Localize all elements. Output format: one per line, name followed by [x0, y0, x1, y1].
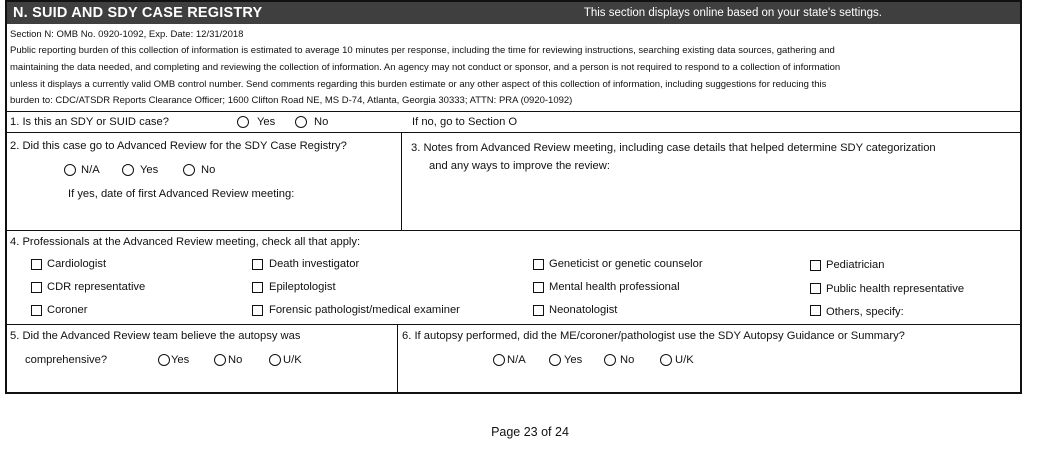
- q5-uk-label: U/K: [283, 354, 302, 366]
- omb-number: Section N: OMB No. 0920-1092, Exp. Date: 12/31/2018: [10, 29, 244, 40]
- q6-uk-radio[interactable]: [660, 354, 672, 366]
- neonatologist-label: Neonatologist: [549, 304, 618, 316]
- q3-label-line-2: and any ways to improve the review:: [429, 160, 610, 172]
- q1-skip-note: If no, go to Section O: [412, 116, 518, 128]
- epileptologist-label: Epileptologist: [269, 281, 336, 293]
- coroner-label: Coroner: [47, 304, 88, 316]
- divider: [7, 324, 1020, 325]
- divider: [7, 111, 1020, 112]
- q5-yes-radio[interactable]: [158, 354, 170, 366]
- geneticist-label: Geneticist or genetic counselor: [549, 258, 703, 270]
- divider: [7, 132, 1020, 133]
- q2-yes-label: Yes: [140, 164, 159, 176]
- public-health-checkbox[interactable]: [810, 283, 821, 294]
- pediatrician-checkbox[interactable]: [810, 260, 821, 271]
- q1-label: 1. Is this an SDY or SUID case?: [10, 116, 169, 128]
- q2-label: 2. Did this case go to Advanced Review for the SDY Case Registry?: [10, 140, 347, 152]
- q6-na-radio[interactable]: [493, 354, 505, 366]
- q4-label: 4. Professionals at the Advanced Review meeting, check all that apply:: [10, 236, 361, 248]
- divider: [397, 324, 398, 394]
- section-display-note: This section displays online based on your state's settings.: [583, 7, 882, 19]
- q6-yes-label: Yes: [564, 354, 583, 366]
- section-header: [7, 2, 1020, 24]
- q6-no-label: No: [620, 354, 635, 366]
- q5-uk-radio[interactable]: [269, 354, 281, 366]
- burden-line-2: maintaining the data needed, and completing and reviewing the collection of information. An agency may not conduct or sponsor, and a person is not required to respond to a collection of information: [10, 62, 841, 73]
- q2-date-label: If yes, date of first Advanced Review meeting:: [68, 188, 295, 200]
- public-health-label: Public health representative: [826, 283, 965, 295]
- epileptologist-checkbox[interactable]: [252, 282, 263, 293]
- section-title: N. SUID AND SDY CASE REGISTRY: [13, 5, 263, 21]
- neonatologist-checkbox[interactable]: [533, 305, 544, 316]
- cdr-representative-checkbox[interactable]: [31, 282, 42, 293]
- q6-label: 6. If autopsy performed, did the ME/coroner/pathologist use the SDY Autopsy Guidance or Summary?: [402, 330, 905, 342]
- q3-label-line-1: 3. Notes from Advanced Review meeting, including case details that helped determine SDY categorization: [411, 142, 936, 154]
- divider: [7, 230, 1020, 231]
- q6-no-radio[interactable]: [604, 354, 616, 366]
- q2-na-radio[interactable]: [64, 164, 76, 176]
- q2-no-radio[interactable]: [183, 164, 195, 176]
- others-label: Others, specify:: [826, 306, 904, 318]
- section-n-form: [5, 0, 1022, 394]
- q5-no-radio[interactable]: [214, 354, 226, 366]
- q6-uk-label: U/K: [675, 354, 694, 366]
- divider: [401, 132, 402, 230]
- q5-yes-label: Yes: [171, 354, 190, 366]
- q2-na-label: N/A: [81, 164, 100, 176]
- q5-label-line-2: comprehensive?: [25, 354, 108, 366]
- q1-yes-label: Yes: [257, 116, 276, 128]
- forensic-pathologist-label: Forensic pathologist/medical examiner: [269, 304, 460, 316]
- mental-health-label: Mental health professional: [549, 281, 680, 293]
- cardiologist-checkbox[interactable]: [31, 259, 42, 270]
- geneticist-checkbox[interactable]: [533, 259, 544, 270]
- others-checkbox[interactable]: [810, 305, 821, 316]
- q2-no-label: No: [201, 164, 216, 176]
- q6-na-label: N/A: [507, 354, 526, 366]
- cardiologist-label: Cardiologist: [47, 258, 107, 270]
- q2-yes-radio[interactable]: [122, 164, 134, 176]
- mental-health-checkbox[interactable]: [533, 282, 544, 293]
- burden-line-1: Public reporting burden of this collection of information is estimated to average 10 minutes per response, including the time for reviewing instructions, searching existing data sources, gathering and: [10, 45, 835, 56]
- q1-no-radio[interactable]: [295, 116, 307, 128]
- q5-label-line-1: 5. Did the Advanced Review team believe the autopsy was: [10, 330, 301, 342]
- coroner-checkbox[interactable]: [31, 305, 42, 316]
- forensic-pathologist-checkbox[interactable]: [252, 305, 263, 316]
- pediatrician-label: Pediatrician: [826, 259, 885, 271]
- q1-yes-radio[interactable]: [237, 116, 249, 128]
- cdr-representative-label: CDR representative: [47, 281, 146, 293]
- q1-no-label: No: [314, 116, 329, 128]
- death-investigator-label: Death investigator: [269, 258, 360, 270]
- page-number: Page 23 of 24: [491, 425, 569, 439]
- burden-line-4: burden to: CDC/ATSDR Reports Clearance Officer; 1600 Clifton Road NE, MS D-74, Atlanta, Georgia 30333; ATTN: PRA (0920-1092): [10, 95, 573, 106]
- burden-line-3: unless it displays a currently valid OMB control number. Send comments regarding this burden estimate or any other aspect of this collection of information, including suggestions for reducing this: [10, 79, 827, 90]
- death-investigator-checkbox[interactable]: [252, 259, 263, 270]
- q5-no-label: No: [228, 354, 243, 366]
- q6-yes-radio[interactable]: [549, 354, 561, 366]
